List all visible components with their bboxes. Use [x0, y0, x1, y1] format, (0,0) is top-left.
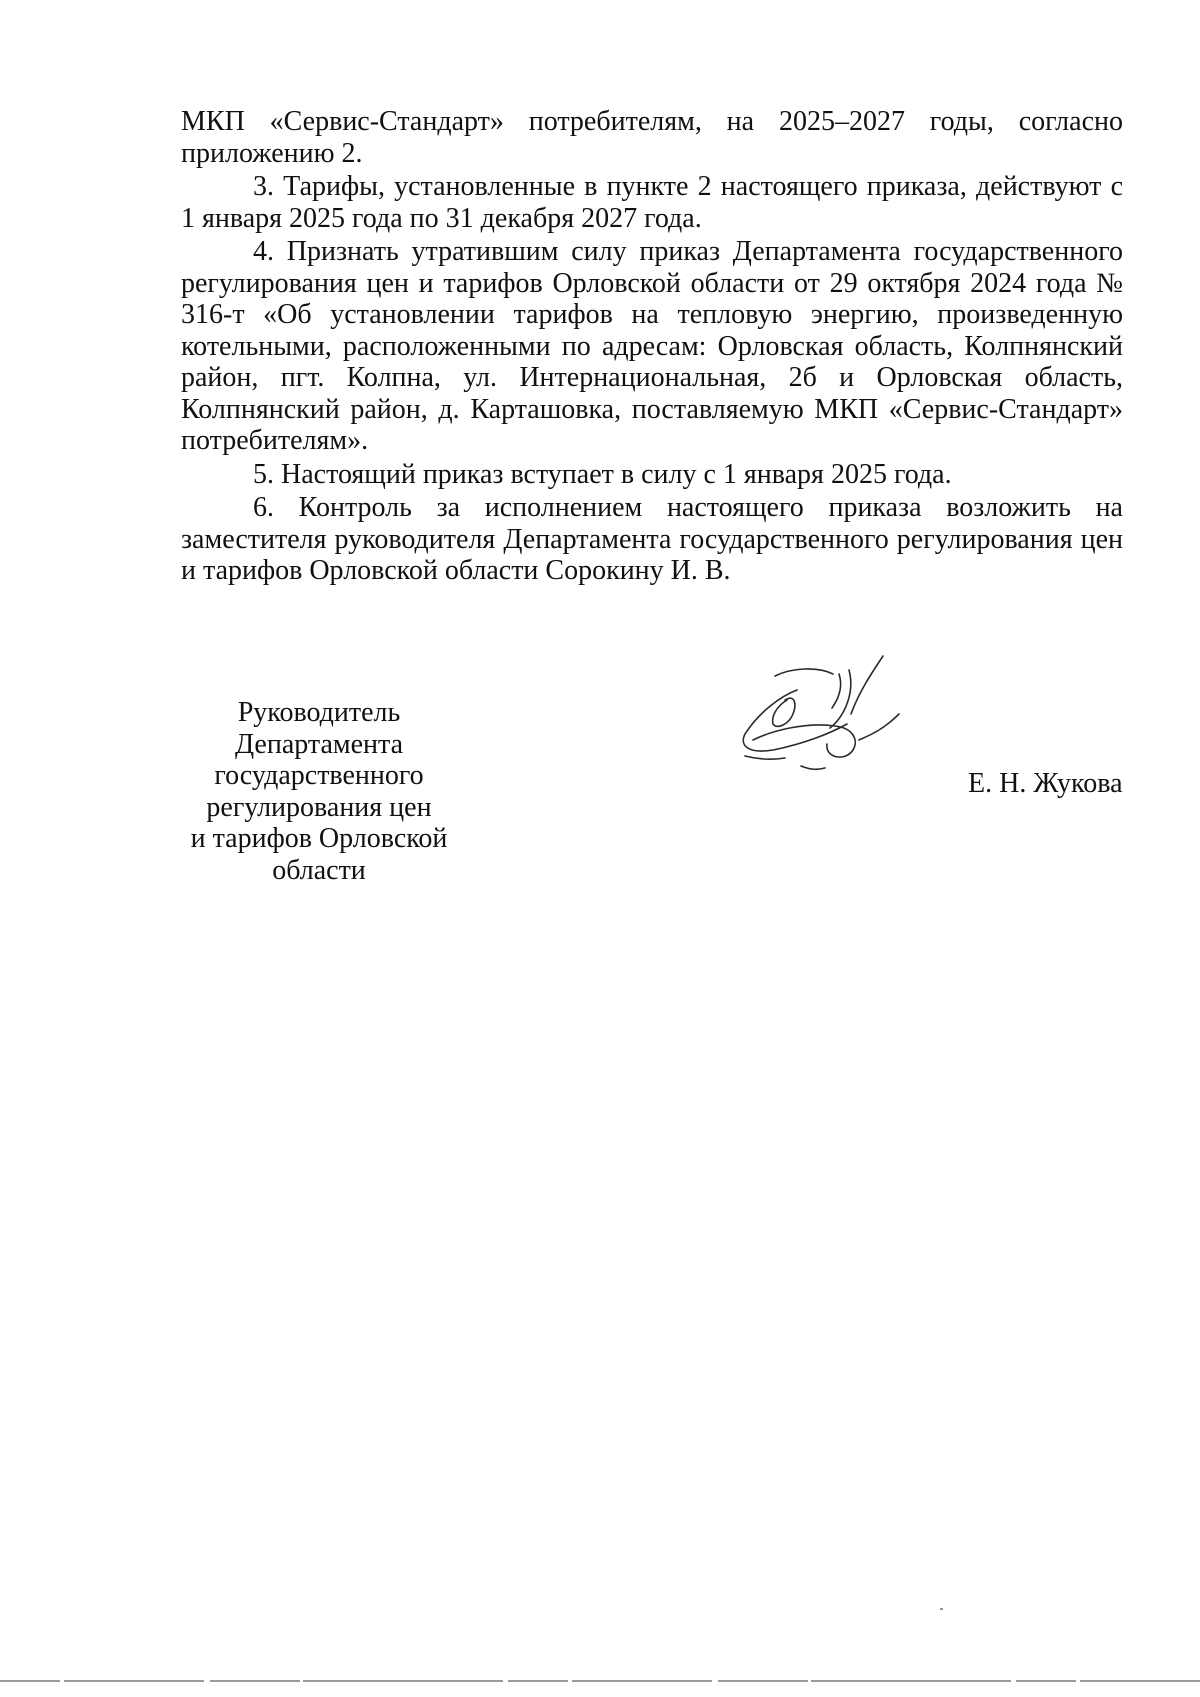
- paragraph-continuation: МКП «Сервис-Стандарт» потребителям, на 2025–2027 годы, согласно приложению 2.: [181, 106, 1123, 169]
- paragraph-4: 4. Признать утратившим силу приказ Департамента государственного регулирования цен и тарифов Орловской области от 29 октября 2024 года № 316-т «Об установлении тарифов на тепловую энергию, произведенную котельными, расположенными по адресам: Орловская область, Колпнянский район, пгт. Колпна, ул. Интернациональная, 2б и Орловская область, Колпнянский район, д. Карташовка, поставляемую МКП «Сервис-Стандарт» потребителям».: [181, 236, 1123, 456]
- position-line: и тарифов Орловской области: [190, 823, 448, 886]
- paragraph-3: 3. Тарифы, установленные в пункте 2 настоящего приказа, действуют с 1 января 2025 года по 31 декабря 2027 года.: [181, 171, 1123, 234]
- signer-name: Е. Н. Жукова: [968, 768, 1123, 799]
- paragraph-5: 5. Настоящий приказ вступает в силу с 1 января 2025 года.: [253, 458, 952, 490]
- document-body: [181, 106, 1123, 589]
- signatory-position: [160, 697, 478, 886]
- scan-speck: [940, 1608, 943, 1610]
- position-line: государственного регулирования цен: [206, 760, 432, 823]
- position-line: Руководитель Департамента: [234, 697, 404, 760]
- paragraph-6: 6. Контроль за исполнением настоящего приказа возложить на заместителя руководителя Департамента государственного регулирования цен и тарифов Орловской области Сорокину И. В.: [181, 492, 1123, 586]
- page-edge-line: [0, 1680, 1200, 1682]
- handwritten-signature: [733, 652, 933, 784]
